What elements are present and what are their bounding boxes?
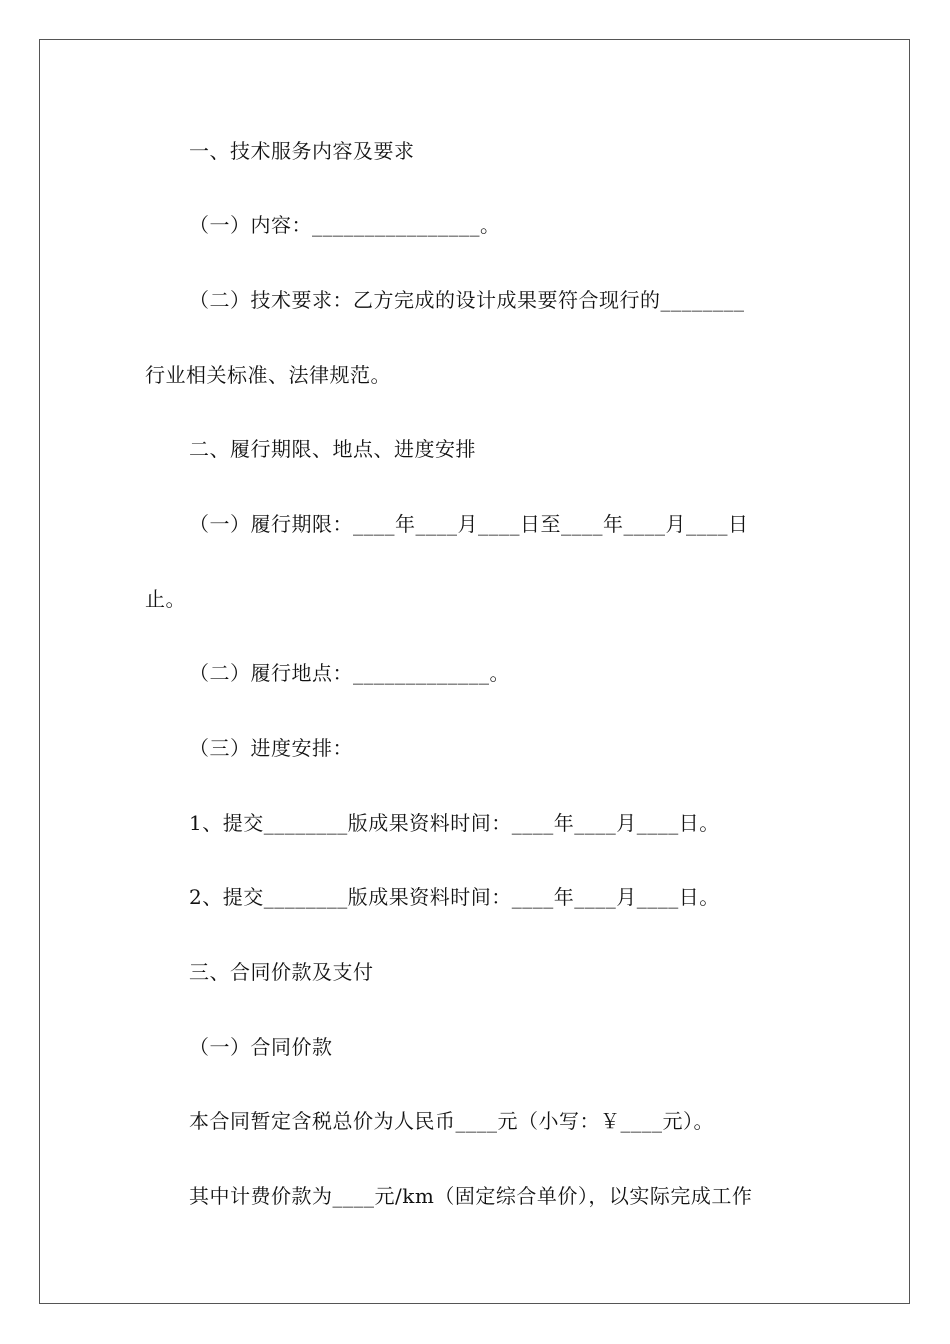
section-heading-performance: 二、履行期限、地点、进度安排 bbox=[189, 437, 476, 461]
technical-requirement-line: （二）技术要求：乙方完成的设计成果要符合现行的________ bbox=[189, 288, 745, 312]
schedule-heading: （三）进度安排： bbox=[189, 736, 353, 760]
schedule-item-2: 2、提交________版成果资料时间：____年____月____日。 bbox=[189, 885, 720, 909]
performance-location-line: （二）履行地点：_____________。 bbox=[189, 661, 510, 685]
total-price-line: 本合同暂定含税总价为人民币____元（小写：￥____元）。 bbox=[189, 1109, 714, 1133]
performance-period-continuation: 止。 bbox=[145, 587, 186, 611]
contract-price-heading: （一）合同价款 bbox=[189, 1035, 333, 1059]
technical-requirement-continuation: 行业相关标准、法律规范。 bbox=[145, 363, 391, 387]
performance-period-line: （一）履行期限：____年____月____日至____年____月____日 bbox=[189, 512, 749, 536]
section-heading-technical-service: 一、技术服务内容及要求 bbox=[189, 139, 415, 163]
section-heading-price-payment: 三、合同价款及支付 bbox=[189, 960, 374, 984]
schedule-item-1: 1、提交________版成果资料时间：____年____月____日。 bbox=[189, 811, 720, 835]
content-line: （一）内容：________________。 bbox=[189, 213, 501, 237]
unit-price-line: 其中计费价款为____元/km（固定综合单价），以实际完成工作 bbox=[189, 1184, 753, 1208]
